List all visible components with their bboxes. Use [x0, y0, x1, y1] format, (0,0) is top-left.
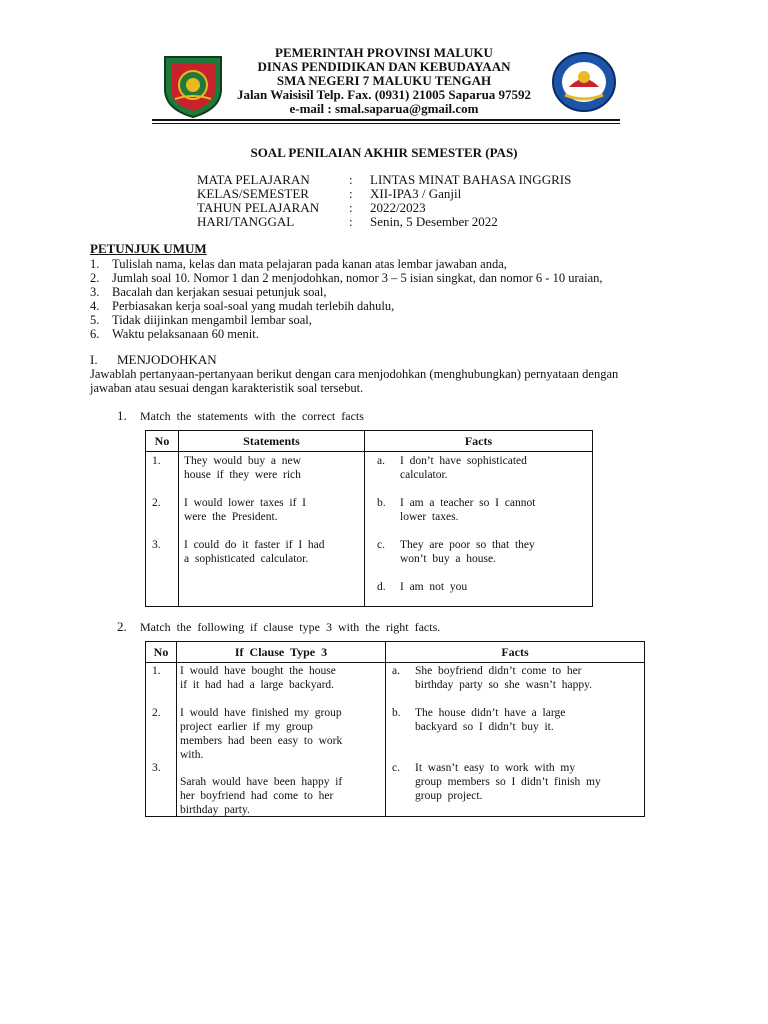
school-logo-icon: [551, 51, 617, 113]
info-label: HARI/TANGGAL: [197, 214, 295, 229]
clause-text: birthday party.: [180, 804, 250, 816]
question-number: 2.: [117, 619, 127, 634]
table-header: Facts: [365, 431, 593, 452]
fact-letter: b.: [377, 497, 386, 509]
fact-text: calculator.: [400, 469, 448, 481]
fact-text: The house didn’t have a large: [415, 707, 566, 719]
list-text: Jumlah soal 10. Nomor 1 dan 2 menjodohkan, nomor 3 – 5 isian singkat, dan nomor 6 - 10 uraian,: [112, 271, 603, 285]
fact-text: lower taxes.: [400, 511, 459, 523]
info-sep: :: [349, 172, 353, 187]
match-table-1: [145, 430, 593, 607]
fact-text: birthday party so she wasn’t happy.: [415, 679, 592, 691]
list-number: 3.: [90, 285, 100, 299]
table-header: Facts: [386, 642, 645, 663]
clause-text: project earlier if my group: [180, 721, 313, 733]
statement-text: a sophisticated calculator.: [184, 553, 309, 565]
header-line-3: SMA NEGERI 7 MALUKU TENGAH: [276, 73, 492, 88]
info-label: MATA PELAJARAN: [197, 172, 310, 187]
fact-text: I am not you: [400, 581, 468, 593]
section-instruction: Jawablah pertanyaan-pertanyaan berikut dengan cara menjodohkan (menghubungkan) pernyataan dengan: [90, 367, 619, 381]
clause-text: if it had had a large backyard.: [180, 679, 335, 691]
facts-column: [365, 452, 593, 607]
fact-text: They are poor so that they: [400, 539, 535, 551]
list-number: 6.: [90, 327, 100, 341]
fact-letter: c.: [377, 539, 385, 551]
row-number: 1.: [152, 665, 161, 677]
fact-text: won’t buy a house.: [400, 553, 496, 565]
info-value: Senin, 5 Desember 2022: [370, 214, 498, 229]
info-value: LINTAS MINAT BAHASA INGGRIS: [370, 172, 572, 187]
statement-text: I could do it faster if I had: [184, 539, 325, 551]
info-label: KELAS/SEMESTER: [197, 186, 309, 201]
fact-text: backyard so I didn’t buy it.: [415, 721, 554, 733]
header-rule-thin: [152, 123, 620, 124]
section-number: I.: [90, 352, 98, 367]
clause-text: members had been easy to work: [180, 735, 343, 747]
clause-text: with.: [180, 749, 204, 761]
fact-letter: c.: [392, 762, 400, 774]
header-address: Jalan Waisisil Telp. Fax. (0931) 21005 Saparua 97592: [236, 87, 532, 102]
statement-text: were the President.: [184, 511, 278, 523]
clause-text: I would have finished my group: [180, 707, 342, 719]
no-column: [146, 452, 179, 607]
row-number: 3.: [152, 539, 161, 551]
list-number: 5.: [90, 313, 100, 327]
question-number: 1.: [117, 408, 127, 423]
list-number: 2.: [90, 271, 100, 285]
list-text: Tidak diijinkan mengambil lembar soal,: [112, 313, 312, 327]
fact-text: I don’t have sophisticated: [400, 455, 527, 467]
table-header: No: [146, 431, 179, 452]
fact-letter: a.: [392, 665, 400, 677]
row-number: 2.: [152, 707, 161, 719]
list-text: Bacalah dan kerjakan sesuai petunjuk soal,: [112, 285, 327, 299]
petunjuk-heading: PETUNJUK UMUM: [90, 241, 207, 256]
info-value: 2022/2023: [370, 200, 426, 215]
question-text: Match the following if clause type 3 with the right facts.: [140, 620, 441, 634]
section-title: MENJODOHKAN: [117, 352, 217, 367]
no-column: [146, 663, 177, 817]
fact-letter: d.: [377, 581, 386, 593]
fact-text: group members so I didn’t finish my: [415, 776, 601, 788]
row-number: 1.: [152, 455, 161, 467]
list-text: Perbiasakan kerja soal-soal yang mudah terlebih dahulu,: [112, 299, 395, 313]
list-text: Tulislah nama, kelas dan mata pelajaran pada kanan atas lembar jawaban anda,: [112, 257, 507, 271]
statement-text: house if they were rich: [184, 469, 301, 481]
info-sep: :: [349, 214, 353, 229]
list-number: 4.: [90, 299, 100, 313]
exam-title: SOAL PENILAIAN AKHIR SEMESTER (PAS): [250, 145, 518, 160]
table-header: No: [146, 642, 177, 663]
clause-text: her boyfriend had come to her: [180, 790, 334, 802]
fact-text: group project.: [415, 790, 483, 802]
header-line-2: DINAS PENDIDIKAN DAN KEBUDAYAAN: [257, 59, 511, 74]
header-line-1: PEMERINTAH PROVINSI MALUKU: [275, 45, 493, 60]
facts-column: [386, 663, 645, 817]
fact-text: It wasn’t easy to work with my: [415, 762, 576, 774]
statement-text: I would lower taxes if I: [184, 497, 306, 509]
header-rule: [152, 119, 620, 121]
info-value: XII-IPA3 / Ganjil: [370, 186, 462, 201]
statements-column: [179, 452, 365, 607]
row-number: 3.: [152, 762, 161, 774]
info-sep: :: [349, 186, 353, 201]
section-instruction: jawaban atau sesuai dengan karakteristik soal tersebut.: [90, 381, 364, 395]
row-number: 2.: [152, 497, 161, 509]
fact-text: I am a teacher so I cannot: [400, 497, 536, 509]
info-sep: :: [349, 200, 353, 215]
info-label: TAHUN PELAJARAN: [197, 200, 320, 215]
table-header: If Clause Type 3: [177, 642, 386, 663]
match-table-2: [145, 641, 645, 817]
list-text: Waktu pelaksanaan 60 menit.: [112, 327, 259, 341]
clause-text: I would have bought the house: [180, 665, 336, 677]
header-email: e-mail : smal.saparua@gmail.com: [289, 101, 479, 116]
fact-letter: b.: [392, 707, 401, 719]
fact-text: She boyfriend didn’t come to her: [415, 665, 582, 677]
clauses-column: [177, 663, 386, 817]
fact-letter: a.: [377, 455, 385, 467]
list-number: 1.: [90, 257, 100, 271]
table-header: Statements: [179, 431, 365, 452]
clause-text: Sarah would have been happy if: [180, 776, 343, 788]
statement-text: They would buy a new: [184, 455, 301, 467]
question-text: Match the statements with the correct facts: [140, 409, 364, 423]
